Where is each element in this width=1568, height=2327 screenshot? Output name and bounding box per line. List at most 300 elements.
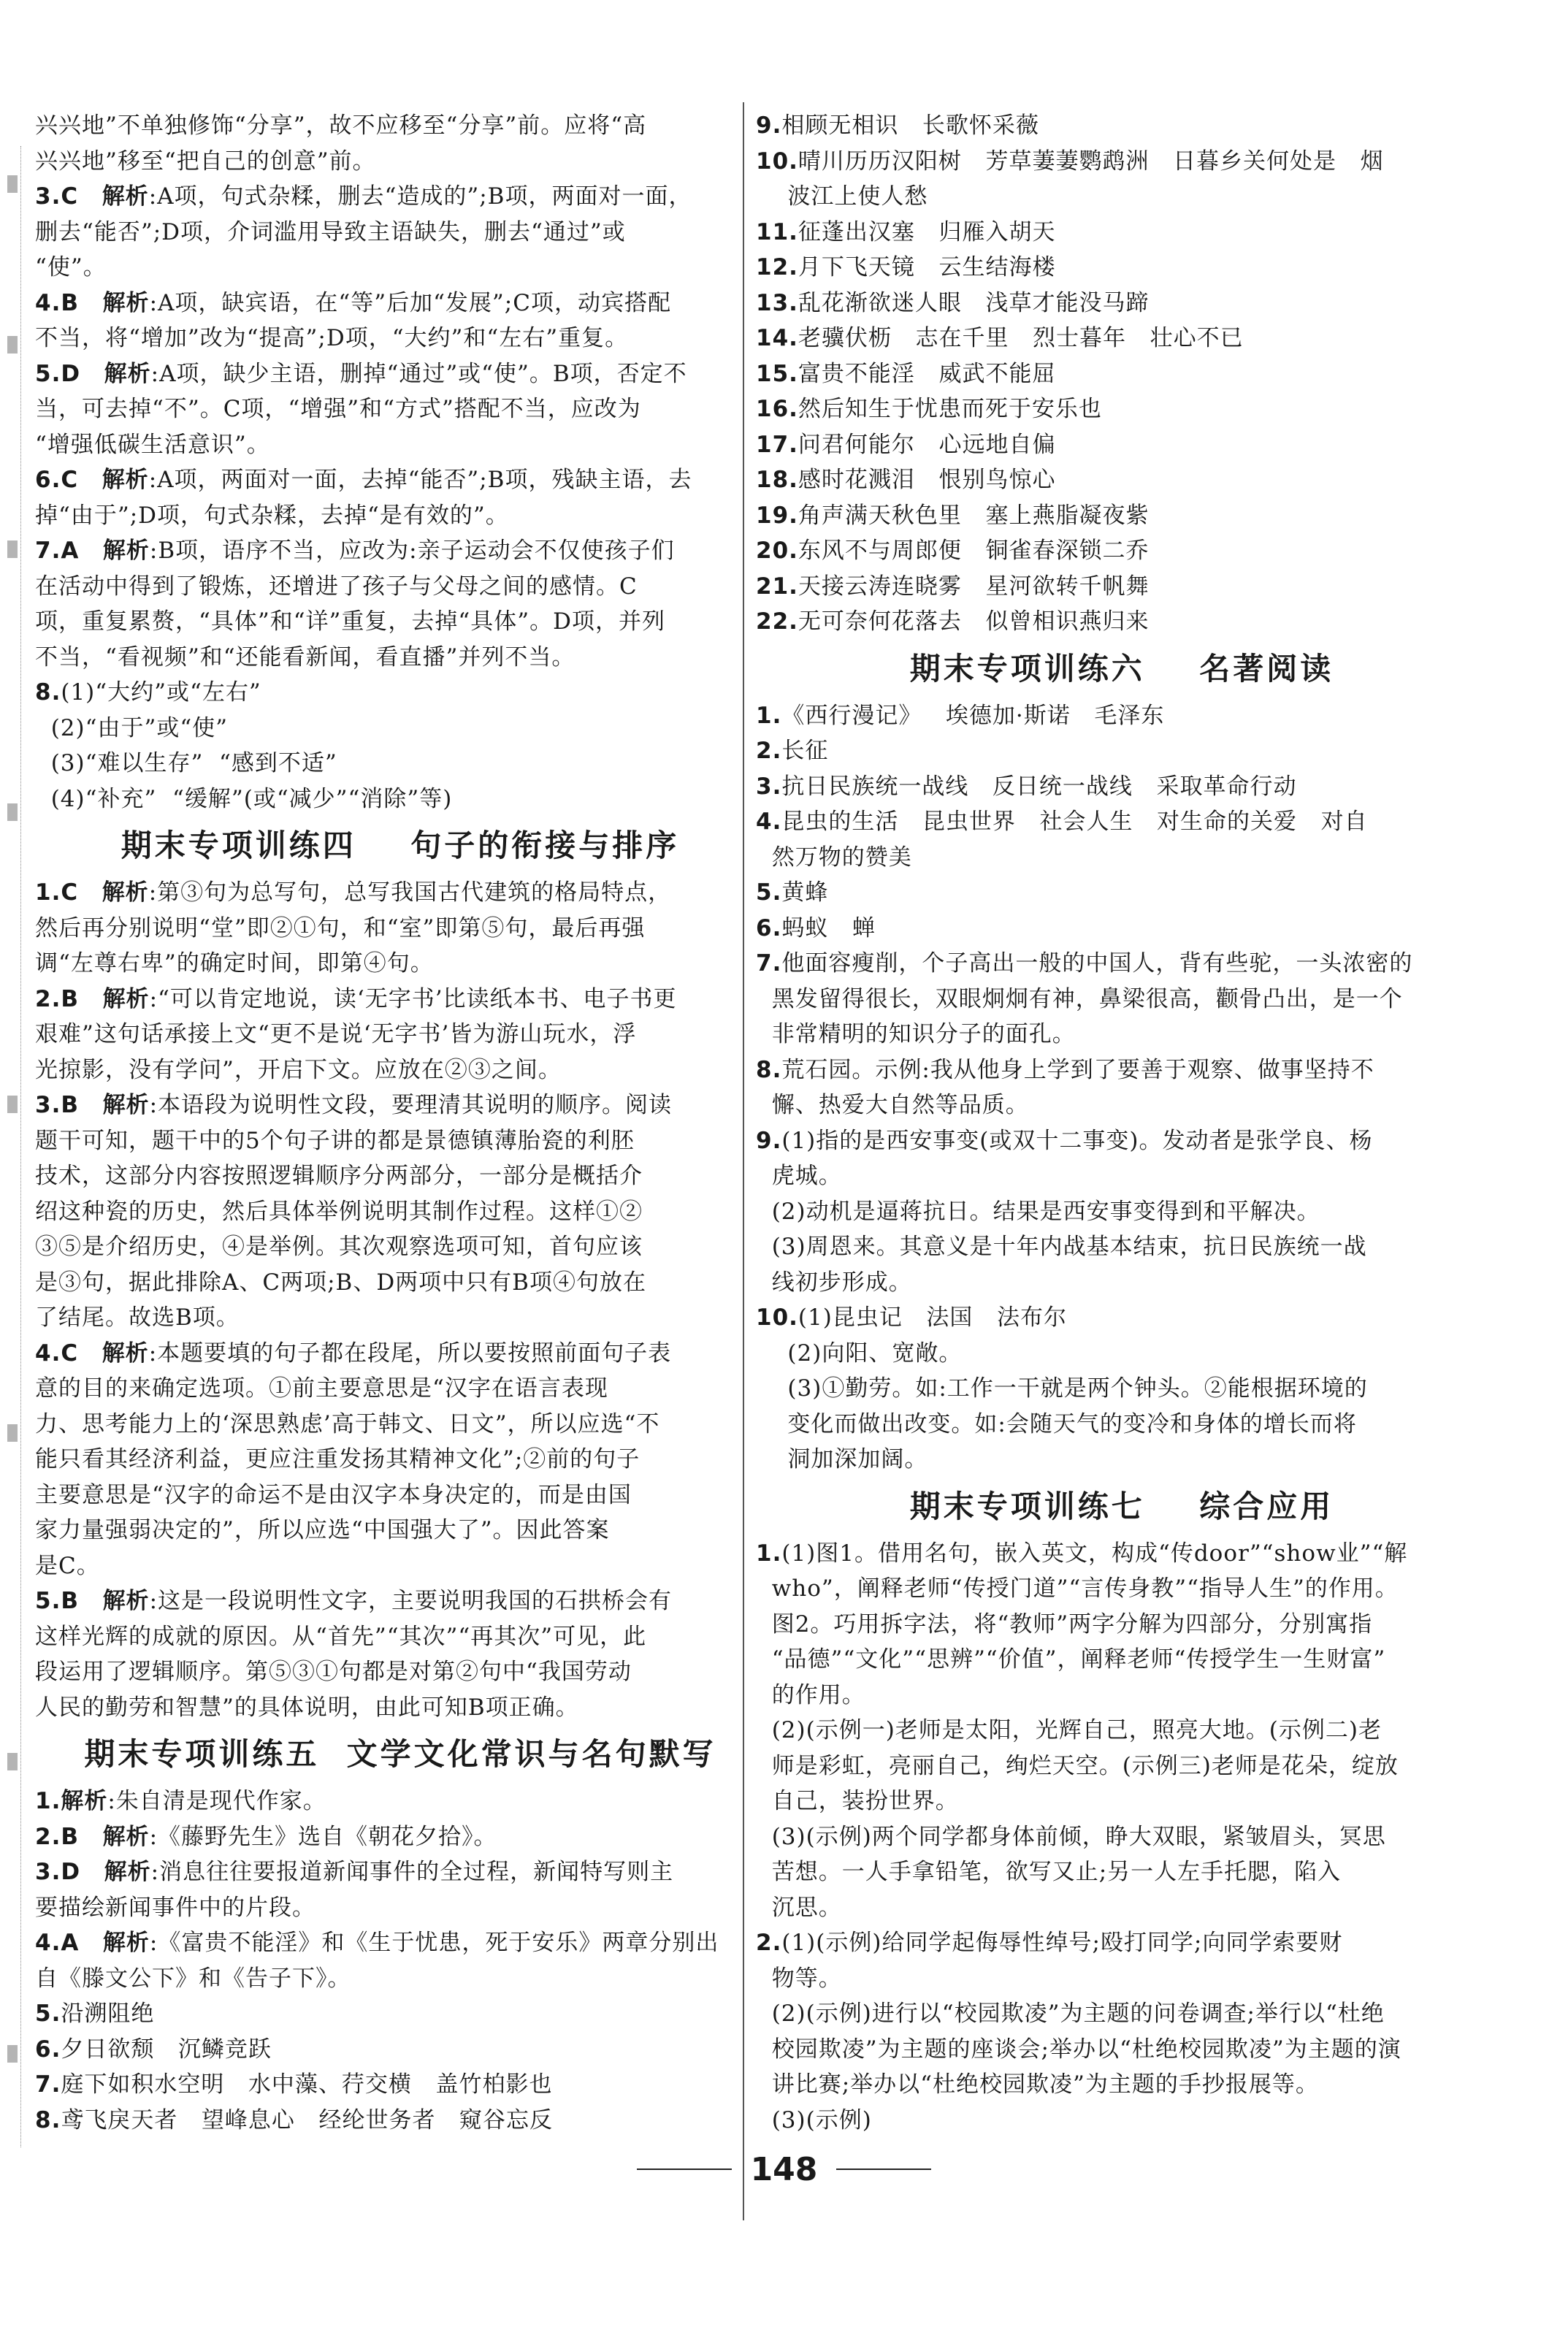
line-text: (3)“难以生存” “感到不适”	[35, 750, 337, 776]
answer-line	[756, 604, 1488, 640]
answer-line	[35, 1158, 765, 1194]
line-text: 角声满天秋色里 塞上燕脂凝夜紫	[798, 502, 1150, 529]
question-number: 8.	[756, 1056, 782, 1083]
answer-line	[756, 1961, 1488, 1997]
answer-line	[756, 1678, 1488, 1713]
answer-line	[756, 1336, 1488, 1372]
answer-line	[35, 982, 765, 1017]
question-number: 11.	[756, 218, 798, 245]
question-number: 8.	[35, 2106, 61, 2133]
question-number: 2.	[756, 1930, 782, 1956]
answer-choice: A	[61, 1930, 80, 1956]
line-text: 蚂蚁 蝉	[781, 914, 876, 941]
line-text: 洞加深加阔。	[756, 1446, 928, 1472]
line-text: :朱自清是现代作家。	[107, 1788, 326, 1814]
answer-line	[35, 1442, 765, 1478]
line-text: 讲比赛;举办以“杜绝校园欺凌”为主题的手抄报展等。	[756, 2071, 1319, 2098]
question-number: 4.	[756, 809, 782, 835]
answer-line	[35, 1052, 765, 1088]
answer-line	[35, 1300, 765, 1336]
answer-line	[35, 946, 765, 982]
answer-choice: C	[61, 183, 79, 210]
line-text: 月下飞天镜 云生结海楼	[798, 254, 1056, 280]
line-text: 要描绘新闻事件中的片段。	[35, 1894, 315, 1921]
answer-line	[756, 1784, 1488, 1819]
answer-line	[35, 1478, 765, 1513]
question-number: 1.	[35, 879, 61, 906]
analysis-label: 解析	[104, 360, 151, 387]
answer-line	[756, 286, 1488, 321]
answer-line	[756, 179, 1488, 215]
line-text: 《西行漫记》 埃德加·斯诺 毛泽东	[781, 702, 1165, 729]
answer-line	[35, 1123, 765, 1159]
line-text: :这是一段说明性文字，主要说明我国的石拱桥会有	[149, 1588, 673, 1614]
line-text: :A项，两面对一面，去掉“能否”;B项，残缺主语，去	[148, 467, 692, 493]
question-number: 5.	[35, 360, 61, 387]
line-text: 晴川历历汉阳树 芳草萋萋鹦鹉洲 日暮乡关何处是 烟	[798, 148, 1384, 175]
line-text: 波江上使人愁	[756, 183, 928, 210]
line-text: (1)图1。借用名句，嵌入英文，构成“传door”“show业”“解	[781, 1540, 1408, 1567]
column-divider	[743, 102, 744, 2220]
line-text: 师是彩虹，亮丽自己，绚烂天空。(示例三)老师是花朵，绽放	[756, 1752, 1399, 1779]
analysis-label: 解析	[102, 985, 150, 1012]
question-number: 20.	[756, 538, 798, 564]
line-text: 征蓬出汉塞 归雁入胡天	[798, 218, 1056, 245]
answer-line	[35, 1925, 765, 1961]
answer-line	[756, 427, 1488, 463]
answer-choice: D	[61, 1859, 81, 1885]
answer-choice: A	[61, 538, 80, 564]
answer-line	[35, 1194, 765, 1230]
answer-line	[756, 1642, 1488, 1678]
answer-line	[756, 1607, 1488, 1643]
binding-mark	[7, 2045, 18, 2063]
answer-line	[756, 2103, 1488, 2139]
line-text: 然后再分别说明“堂”即②①句，和“室”即第⑤句，最后再强	[35, 914, 646, 941]
analysis-label: 解析	[102, 879, 149, 906]
answer-line	[35, 1548, 765, 1584]
line-text: 当，可去掉“不”。C项，“增强”和“方式”搭配不当，应改为	[35, 396, 641, 422]
answer-line	[35, 1819, 765, 1855]
answer-line	[756, 733, 1488, 769]
line-text: 图2。巧用拆字法，将“教师”两字分解为四部分，分别寓指	[756, 1610, 1373, 1638]
line-text: :B项，语序不当，应改为:亲子运动会不仅使孩子们	[149, 538, 675, 564]
line-text: (2)动机是逼蒋抗日。结果是西安事变得到和平解决。	[756, 1198, 1320, 1225]
answer-line	[756, 321, 1488, 356]
line-text: 段运用了逻辑顺序。第⑤③①句都是对第②句中“我国劳动	[35, 1659, 632, 1685]
question-number: 18.	[756, 467, 798, 493]
line-text: 黄蜂	[781, 879, 829, 906]
page-number-footer	[0, 2147, 1568, 2191]
line-text: :A项，句式杂糅，删去“造成的”;B项，两面对一面，	[148, 183, 692, 210]
answer-line	[756, 2032, 1488, 2068]
answer-line	[35, 2032, 765, 2068]
answer-line	[756, 250, 1488, 286]
answer-line	[35, 533, 765, 569]
line-text: :“可以肯定地说，读‘无字书’比读纸本书、电子书更	[149, 985, 677, 1012]
line-text: who”，阐释老师“传授门道”“言传身教”“指导人生”的作用。	[756, 1575, 1399, 1602]
question-number: 3.	[35, 183, 61, 210]
line-text: 力、思考能力上的‘深思熟虑’高于韩文、日文”，所以应选“不	[35, 1410, 660, 1437]
line-text: 是C。	[35, 1552, 100, 1579]
question-number: 1.	[756, 702, 782, 729]
answer-line	[35, 1371, 765, 1407]
line-text: 自《滕文公下》和《告子下》。	[35, 1965, 351, 1992]
line-text: 物等。	[756, 1965, 842, 1992]
answer-line	[35, 498, 765, 534]
answer-line	[756, 1088, 1488, 1123]
line-text: :《藤野先生》选自《朝花夕拾》。	[149, 1823, 497, 1850]
answer-line	[756, 356, 1488, 392]
answer-line	[756, 1749, 1488, 1784]
line-text: 了结尾。故选B项。	[35, 1304, 240, 1331]
analysis-label: 解析	[102, 183, 149, 210]
answer-line	[756, 1713, 1488, 1749]
question-number: 15.	[756, 360, 798, 387]
line-text: 东风不与周郎便 铜雀春深锁二乔	[798, 538, 1150, 564]
line-text: “增强低碳生活意识”。	[35, 431, 270, 458]
answer-line	[756, 1265, 1488, 1301]
answer-line	[35, 1784, 765, 1819]
answer-line	[35, 250, 765, 286]
question-number: 2.	[35, 985, 61, 1012]
question-number: 7.	[756, 950, 782, 977]
answer-line	[35, 1088, 765, 1123]
right-column	[756, 108, 1488, 2138]
line-text: 兴兴地”不单独修饰“分享”，故不应移至“分享”前。应将“高	[35, 112, 647, 139]
answer-line	[35, 391, 765, 427]
line-text: 不当，“看视频”和“还能看新闻，看直播”并列不当。	[35, 643, 575, 670]
line-text: 光掠影，没有学问”，开启下文。应放在②③之间。	[35, 1056, 562, 1083]
answer-line	[35, 1265, 765, 1301]
line-text: 非常精明的知识分子的面孔。	[756, 1021, 1076, 1047]
answer-line	[756, 1300, 1488, 1336]
line-text: (3)周恩来。其意义是十年内战基本结束，抗日民族统一战	[756, 1234, 1367, 1260]
line-text: 家力量强弱决定的”，所以应选“中国强大了”。因此答案	[35, 1517, 610, 1543]
line-text: 荒石园。示例:我从他身上学到了要善于观察、做事坚持不	[781, 1056, 1374, 1083]
question-number: 22.	[756, 608, 798, 635]
line-text: 昆虫的生活 昆虫世界 社会人生 对生命的关爱 对自	[781, 809, 1368, 835]
line-text: :本题要填的句子都在段尾，所以要按照前面句子表	[148, 1340, 672, 1367]
answer-choice: B	[61, 985, 79, 1012]
answer-line	[756, 533, 1488, 569]
question-number: 1.	[756, 1540, 782, 1567]
question-number: 7.	[35, 538, 61, 564]
answer-line	[756, 215, 1488, 251]
question-number: 6.	[35, 2036, 61, 2063]
line-text: 然后知生于忧患而死于安乐也	[798, 396, 1102, 422]
line-text: 相顾无相识 长歌怀采薇	[781, 112, 1039, 139]
question-number: 6.	[35, 467, 61, 493]
answer-choice: B	[61, 289, 79, 316]
answer-line	[35, 179, 765, 215]
line-text: (3)(示例)	[756, 2106, 872, 2133]
question-number: 4.	[35, 1340, 61, 1367]
answer-line	[756, 2067, 1488, 2103]
binding-mark	[7, 175, 18, 193]
line-text: 意的目的来确定选项。①前主要意思是“汉字在语言表现	[35, 1375, 608, 1402]
section-heading: 期末专项训练七 综合应用	[909, 1488, 1334, 1524]
question-number: 17.	[756, 431, 798, 458]
analysis-label: 解析	[102, 1340, 149, 1367]
question-number: 2.	[756, 738, 782, 764]
analysis-label: 解析	[102, 1092, 150, 1118]
answer-line	[35, 1229, 765, 1265]
line-text: (1)指的是西安事变(或双十二事变)。发动者是张学良、杨	[781, 1127, 1373, 1154]
line-text: 懈、热爱大自然等品质。	[756, 1092, 1029, 1118]
line-text: “品德”“文化”“思辨”“价值”，阐释老师“传授学生一生财富”	[756, 1646, 1386, 1673]
line-text: 变化而做出改变。如:会随天气的变冷和身体的增长而将	[756, 1410, 1357, 1437]
line-text: (1)(示例)给同学起侮辱性绰号;殴打同学;向同学索要财	[781, 1930, 1343, 1956]
line-text: 沉思。	[756, 1894, 842, 1921]
answer-line	[756, 982, 1488, 1017]
line-text: (3)①勤劳。如:工作一干就是两个钟头。②能根据环境的	[756, 1375, 1368, 1402]
analysis-label: 解析	[102, 1930, 150, 1956]
question-number: 10.	[756, 1304, 798, 1331]
answer-line	[35, 675, 765, 711]
analysis-label: 解析	[104, 1859, 151, 1885]
line-text: 校园欺凌”为主题的座谈会;举办以“杜绝校园欺凌”为主题的演	[756, 2036, 1401, 2063]
analysis-label: 解析	[102, 1823, 150, 1850]
line-text: 庭下如积水空明 水中藻、荇交横 盖竹柏影也	[61, 2071, 553, 2098]
line-text: 无可奈何花落去 似曾相识燕归来	[798, 608, 1150, 635]
line-text: :本语段为说明性文段，要理清其说明的顺序。阅读	[149, 1092, 673, 1118]
answer-line	[756, 1925, 1488, 1961]
line-text: 绍这种瓷的历史，然后具体举例说明其制作过程。这样①②	[35, 1198, 643, 1225]
answer-line	[756, 1052, 1488, 1088]
binding-mark	[7, 336, 18, 354]
line-text: (2)(示例一)老师是太阳，光辉自己，照亮大地。(示例二)老	[756, 1717, 1382, 1743]
section-heading: 期末专项训练五 文学文化常识与名句默写	[84, 1736, 716, 1772]
line-text: 鸢飞戾天者 望峰息心 经纶世务者 窥谷忘反	[61, 2106, 554, 2133]
answer-line	[756, 1194, 1488, 1230]
line-text: 人民的勤劳和智慧”的具体说明，由此可知B项正确。	[35, 1694, 579, 1721]
answer-line	[35, 144, 765, 180]
analysis-label: 解析	[102, 1588, 150, 1614]
line-text: 这样光辉的成就的原因。从“首先”“其次”“再其次”可见，此	[35, 1623, 647, 1650]
line-text: 主要意思是“汉字的命运不是由汉字本身决定的，而是由国	[35, 1481, 632, 1508]
answer-line	[35, 1996, 765, 2032]
line-text: (2)向阳、宽敞。	[756, 1340, 963, 1367]
answer-choice: B	[61, 1588, 79, 1614]
answer-line	[35, 782, 765, 817]
answer-choice: B	[61, 1092, 79, 1118]
answer-line	[756, 1407, 1488, 1443]
answer-line	[35, 108, 765, 144]
answer-line	[35, 1854, 765, 1890]
question-number: 9.	[756, 112, 782, 139]
answer-line	[756, 108, 1488, 144]
question-number: 5.	[756, 879, 782, 906]
line-text: 线初步形成。	[756, 1269, 912, 1296]
answer-line	[35, 462, 765, 498]
answer-line	[756, 875, 1488, 911]
answer-line	[35, 1654, 765, 1690]
line-text: (1)昆虫记 法国 法布尔	[798, 1304, 1067, 1331]
question-number: 9.	[756, 1127, 782, 1154]
binding-mark	[7, 803, 18, 821]
question-number: 8.	[35, 679, 61, 706]
binding-margin	[4, 146, 21, 2147]
line-text: :A项，缺少主语，删掉“通过”或“使”。B项，否定不	[150, 360, 687, 387]
line-text: :第③句为总写句，总写我国古代建筑的格局特点，	[148, 879, 672, 906]
answer-choice: C	[61, 467, 79, 493]
line-text: 项，重复累赘，“具体”和“详”重复，去掉“具体”。D项，并列	[35, 608, 665, 635]
line-text: 长征	[781, 738, 829, 764]
analysis-label: 解析	[102, 289, 150, 316]
answer-line	[756, 769, 1488, 805]
answer-choice: C	[61, 879, 79, 906]
answer-line	[35, 321, 765, 356]
line-text: (2)“由于”或“使”	[35, 714, 229, 741]
line-text: 自己，装扮世界。	[756, 1788, 959, 1814]
binding-mark	[7, 540, 18, 558]
line-text: 艰难”这句话承接上文“更不是说‘无字书’皆为游山玩水，浮	[35, 1021, 637, 1047]
page-number: 148	[750, 2150, 818, 2188]
question-number: 3.	[35, 1092, 61, 1118]
answer-line	[35, 286, 765, 321]
answer-line	[35, 1583, 765, 1619]
answer-line	[35, 1513, 765, 1548]
line-text: 在活动中得到了锻炼，还增进了孩子与父母之间的感情。C	[35, 573, 638, 600]
line-text: 富贵不能淫 威武不能屈	[798, 360, 1056, 387]
line-text: 能只看其经济利益，更应注重发扬其精神文化”;②前的句子	[35, 1446, 640, 1472]
line-text: 夕日欲颓 沉鳞竞跃	[61, 2036, 272, 2063]
answer-line	[35, 746, 765, 782]
answer-line	[756, 946, 1488, 982]
answer-line	[756, 1996, 1488, 2032]
line-text: 是③句，据此排除A、C两项;B、D两项中只有B项④句放在	[35, 1269, 646, 1296]
answer-line	[35, 1619, 765, 1655]
line-text: 删去“能否”;D项，介词滥用导致主语缺失，删去“通过”或	[35, 218, 626, 245]
question-number: 4.	[35, 1930, 61, 1956]
answer-line	[756, 1123, 1488, 1159]
line-text: 天接云涛连晓雾 星河欲转千帆舞	[798, 573, 1150, 600]
question-number: 1.	[35, 1788, 61, 1814]
question-number: 3.	[35, 1859, 61, 1885]
section-heading: 期末专项训练六 名著阅读	[909, 650, 1334, 687]
footer-rule-left	[637, 2169, 732, 2170]
line-text: 然万物的赞美	[756, 844, 912, 871]
line-text: 抗日民族统一战线 反日统一战线 采取革命行动	[781, 773, 1297, 800]
line-text: 兴兴地”移至“把自己的创意”前。	[35, 148, 376, 175]
answer-line	[35, 604, 765, 640]
question-number: 7.	[35, 2071, 61, 2098]
question-number: 5.	[35, 2001, 61, 2027]
answer-line	[756, 462, 1488, 498]
answer-line	[756, 840, 1488, 876]
line-text: 虎城。	[756, 1163, 842, 1189]
answer-line	[756, 1017, 1488, 1052]
answer-line	[35, 640, 765, 676]
answer-line	[35, 875, 765, 911]
answer-line	[35, 711, 765, 746]
answer-line	[35, 427, 765, 463]
line-text: 问君何能尔 心远地自偏	[798, 431, 1056, 458]
analysis-label: 解析	[102, 467, 149, 493]
line-text: (2)(示例)进行以“校园欺凌”为主题的问卷调查;举行以“杜绝	[756, 2001, 1385, 2027]
answer-choice: D	[61, 360, 81, 387]
line-text: (1)“大约”或“左右”	[61, 679, 261, 706]
line-text: 他面容瘦削，个子高出一般的中国人，背有些驼，一头浓密的	[781, 950, 1413, 977]
answer-line	[756, 1819, 1488, 1855]
line-text: 乱花渐欲迷人眼 浅草才能没马蹄	[798, 289, 1150, 316]
question-number: 16.	[756, 396, 798, 422]
binding-mark	[7, 1424, 18, 1442]
line-text: (3)(示例)两个同学都身体前倾，睁大双眼，紧皱眉头，冥思	[756, 1823, 1386, 1850]
question-number: 19.	[756, 502, 798, 529]
answer-choice: C	[61, 1340, 79, 1367]
line-text: (4)“补充” “缓解”(或“减少”“消除”等)	[35, 785, 453, 812]
answer-line	[35, 1017, 765, 1052]
answer-line	[35, 2103, 765, 2139]
answer-line	[756, 391, 1488, 427]
answer-line	[756, 1442, 1488, 1478]
question-number: 12.	[756, 254, 798, 280]
line-text: 不当，将“增加”改为“提高”;D项，“大约”和“左右”重复。	[35, 325, 629, 351]
line-text: 掉“由于”;D项，句式杂糅，去掉“是有效的”。	[35, 502, 509, 529]
left-column	[35, 108, 765, 2138]
question-number: 21.	[756, 573, 798, 600]
line-text: ③⑤是介绍历史，④是举例。其次观察选项可知，首句应该	[35, 1234, 643, 1260]
question-number: 4.	[35, 289, 61, 316]
line-text: 老骥伏枥 志在千里 烈士暮年 壮心不已	[798, 325, 1244, 351]
answer-choice: B	[61, 1823, 79, 1850]
question-number: 2.	[35, 1823, 61, 1850]
answer-line	[756, 698, 1488, 734]
answer-line	[756, 804, 1488, 840]
line-text: “使”。	[35, 254, 107, 280]
line-text: 沿溯阻绝	[61, 2001, 155, 2027]
binding-mark	[7, 1096, 18, 1113]
section-heading: 期末专项训练四 句子的衔接与排序	[121, 828, 680, 863]
answer-line	[756, 1854, 1488, 1890]
answer-line	[35, 1961, 765, 1997]
answer-line	[35, 911, 765, 947]
question-number: 13.	[756, 289, 798, 316]
analysis-label: 解析	[61, 1788, 108, 1814]
line-text: :消息往往要报道新闻事件的全过程，新闻特写则主	[150, 1859, 674, 1885]
line-text: 的作用。	[756, 1681, 865, 1708]
answer-line	[35, 1336, 765, 1372]
answer-line	[35, 1690, 765, 1726]
line-text: 调“左尊右卑”的确定时间，即第④句。	[35, 950, 434, 977]
answer-line	[35, 215, 765, 251]
analysis-label: 解析	[102, 538, 150, 564]
line-text: :《富贵不能淫》和《生于忧患，死于安乐》两章分别出	[149, 1930, 719, 1956]
binding-mark	[7, 1753, 18, 1770]
line-text: 苦想。一人手拿铅笔，欲写又止;另一人左手托腮，陷入	[756, 1859, 1342, 1885]
line-text: 题干可知，题干中的5个句子讲的都是景德镇薄胎瓷的利胚	[35, 1127, 635, 1154]
answer-line	[35, 356, 765, 392]
question-number: 5.	[35, 1588, 61, 1614]
answer-line	[756, 1536, 1488, 1572]
question-number: 3.	[756, 773, 782, 800]
line-text: 技术，这部分内容按照逻辑顺序分两部分，一部分是概括介	[35, 1163, 643, 1189]
question-number: 14.	[756, 325, 798, 351]
line-text: 感时花溅泪 恨别鸟惊心	[798, 467, 1056, 493]
answer-line	[756, 144, 1488, 180]
answer-line	[756, 1158, 1488, 1194]
question-number: 10.	[756, 148, 798, 175]
answer-line	[35, 569, 765, 605]
line-text: :A项，缺宾语，在“等”后加“发展”;C项，动宾搭配	[149, 289, 671, 316]
answer-line	[35, 1890, 765, 1926]
answer-line	[35, 1407, 765, 1443]
answer-line	[756, 498, 1488, 534]
answer-line	[756, 1229, 1488, 1265]
question-number: 6.	[756, 914, 782, 941]
